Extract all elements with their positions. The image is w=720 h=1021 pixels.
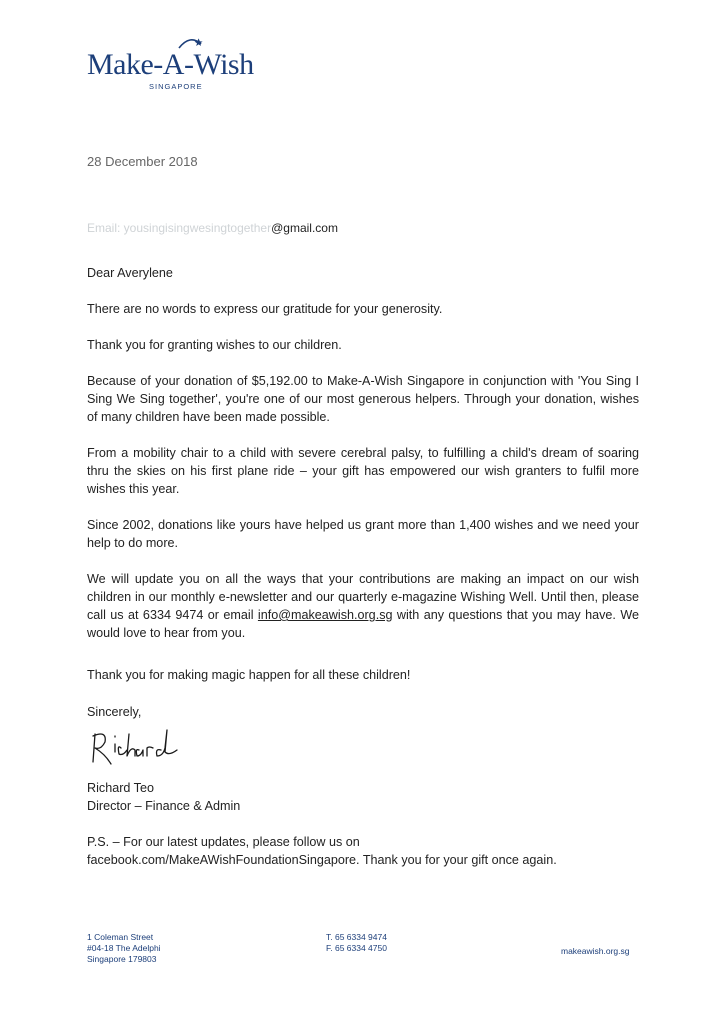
sign-off: Sincerely, (87, 705, 142, 719)
paragraph-updates (87, 570, 639, 642)
signer-name: Richard Teo (87, 781, 154, 795)
salutation: Dear Averylene (87, 266, 173, 280)
address-line: 1 Coleman Street (87, 932, 154, 942)
paragraph-impact: From a mobility chair to a child with severe cerebral palsy, to fulfilling a child's dream of soaring thru the skies on his first plane ride – your gift has empowered our wish granters to fulfil more wishes this year. (87, 446, 639, 496)
email-domain-part: @gmail.com (271, 221, 338, 235)
phone-line: T. 65 6334 9474 (326, 932, 387, 942)
updates-text-after: with any questions that you may have. We would love to hear from you. (87, 608, 639, 640)
updates-text-before: We will update you on all the ways that your contributions are making an impact on our wish children in our monthly e-newsletter and our quarterly e-magazine Wishing Well. Until then, please call us at 6334 9474 or email (87, 572, 639, 622)
closing-thanks: Thank you for making magic happen for all these children! (87, 668, 411, 682)
footer-address (87, 932, 161, 965)
ps-line-1: P.S. – For our latest updates, please follow us on (87, 835, 360, 849)
footer-website[interactable]: makeawish.org.sg (561, 946, 630, 956)
signer-title: Director – Finance & Admin (87, 799, 241, 813)
recipient-email (87, 221, 338, 235)
paragraph-history: Since 2002, donations like yours have helped us grant more than 1,400 wishes and we need your help to do more. (87, 518, 639, 550)
handwritten-signature (89, 722, 189, 772)
ps-line-2: facebook.com/MakeAWishFoundationSingapore. Thank you for your gift once again. (87, 853, 557, 867)
paragraph-thanks: Thank you for granting wishes to our children. (87, 338, 342, 352)
address-line: Singapore 179803 (87, 954, 157, 964)
letter-date: 28 December 2018 (87, 154, 198, 169)
paragraph-donation: Because of your donation of $5,192.00 to Make-A-Wish Singapore in conjunction with 'You Sing I Sing We Sing together', you're one of our most generous helpers. Through your donation, wishes of many children have been made possible. (87, 374, 639, 424)
footer-phone (326, 932, 387, 954)
logo-subtitle: SINGAPORE (149, 82, 203, 91)
make-a-wish-logo (87, 36, 277, 98)
email-link[interactable]: info@makeawish.org.sg (257, 608, 393, 622)
address-line: #04-18 The Adelphi (87, 943, 161, 953)
logo-wordmark: Make-A-Wish (87, 48, 254, 81)
paragraph-gratitude: There are no words to express our gratitude for your generosity. (87, 302, 443, 316)
fax-line: F. 65 6334 4750 (326, 943, 387, 953)
email-faded-part: Email: yousingisingwesingtogether (87, 221, 272, 235)
